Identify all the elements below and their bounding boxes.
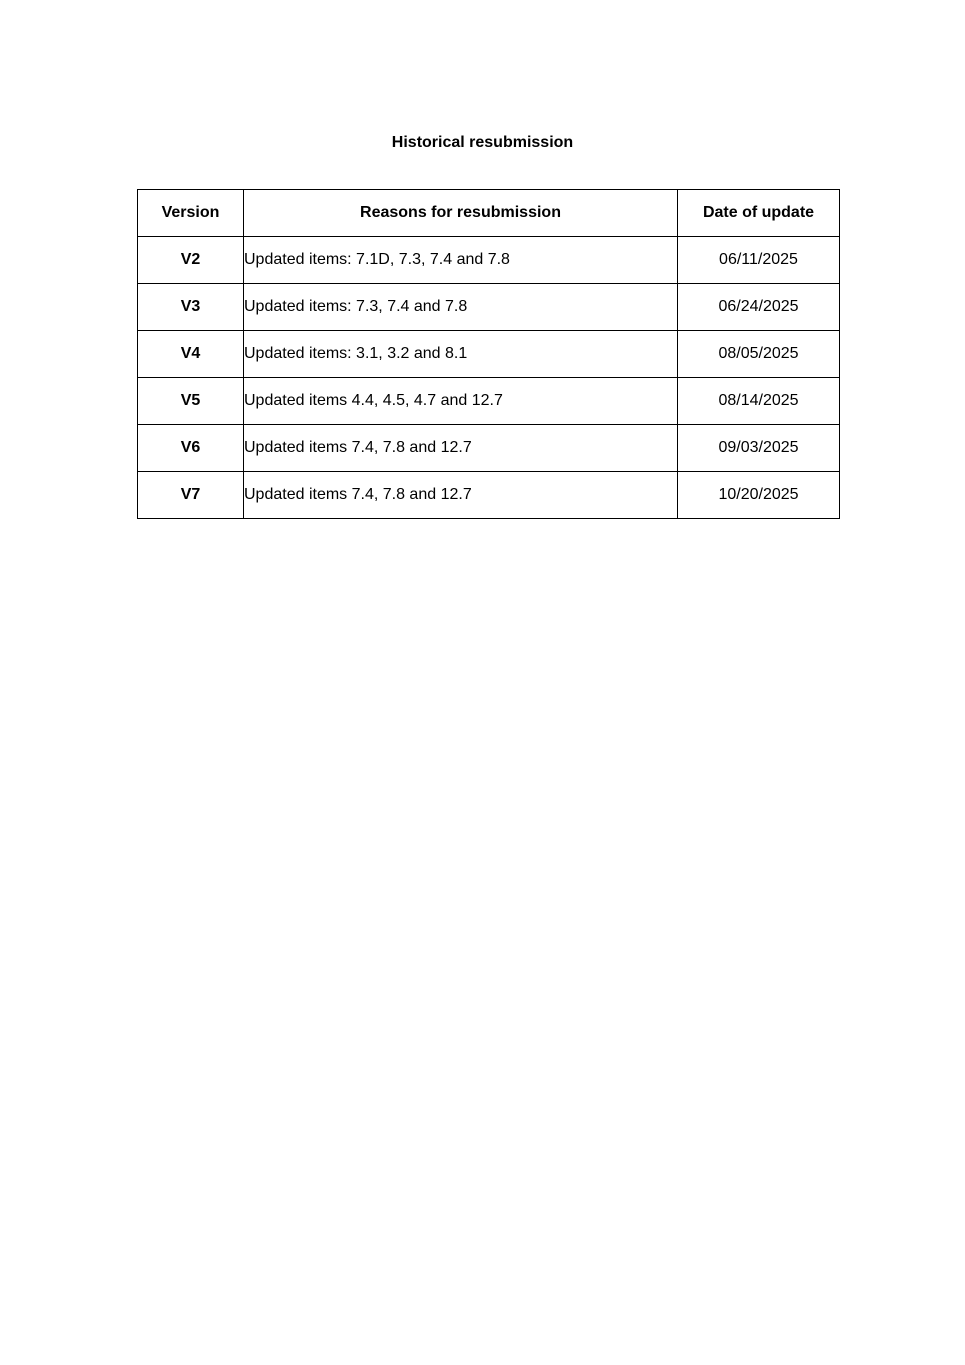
version-cell: V2 — [138, 237, 244, 284]
reasons-cell: Updated items 4.4, 4.5, 4.7 and 12.7 — [244, 378, 678, 425]
version-cell: V4 — [138, 331, 244, 378]
table-row — [138, 472, 840, 519]
column-header-date: Date of update — [678, 190, 840, 237]
reasons-cell: Updated items: 7.1D, 7.3, 7.4 and 7.8 — [244, 237, 678, 284]
version-cell: V6 — [138, 425, 244, 472]
version-cell: V7 — [138, 472, 244, 519]
table-row — [138, 425, 840, 472]
reasons-cell: Updated items: 7.3, 7.4 and 7.8 — [244, 284, 678, 331]
column-header-reasons: Reasons for resubmission — [244, 190, 678, 237]
table-row — [138, 284, 840, 331]
version-cell: V3 — [138, 284, 244, 331]
date-cell: 06/24/2025 — [678, 284, 840, 331]
reasons-cell: Updated items 7.4, 7.8 and 12.7 — [244, 472, 678, 519]
table-row — [138, 331, 840, 378]
document-title: Historical resubmission — [391, 134, 574, 151]
table-header-row — [138, 190, 840, 237]
date-cell: 08/14/2025 — [678, 378, 840, 425]
table-row — [138, 237, 840, 284]
reasons-cell: Updated items: 3.1, 3.2 and 8.1 — [244, 331, 678, 378]
version-cell: V5 — [138, 378, 244, 425]
column-header-version: Version — [138, 190, 244, 237]
date-cell: 10/20/2025 — [678, 472, 840, 519]
date-cell: 09/03/2025 — [678, 425, 840, 472]
date-cell: 08/05/2025 — [678, 331, 840, 378]
resubmission-history-table — [137, 189, 840, 519]
date-cell: 06/11/2025 — [678, 237, 840, 284]
reasons-cell: Updated items 7.4, 7.8 and 12.7 — [244, 425, 678, 472]
table-row — [138, 378, 840, 425]
